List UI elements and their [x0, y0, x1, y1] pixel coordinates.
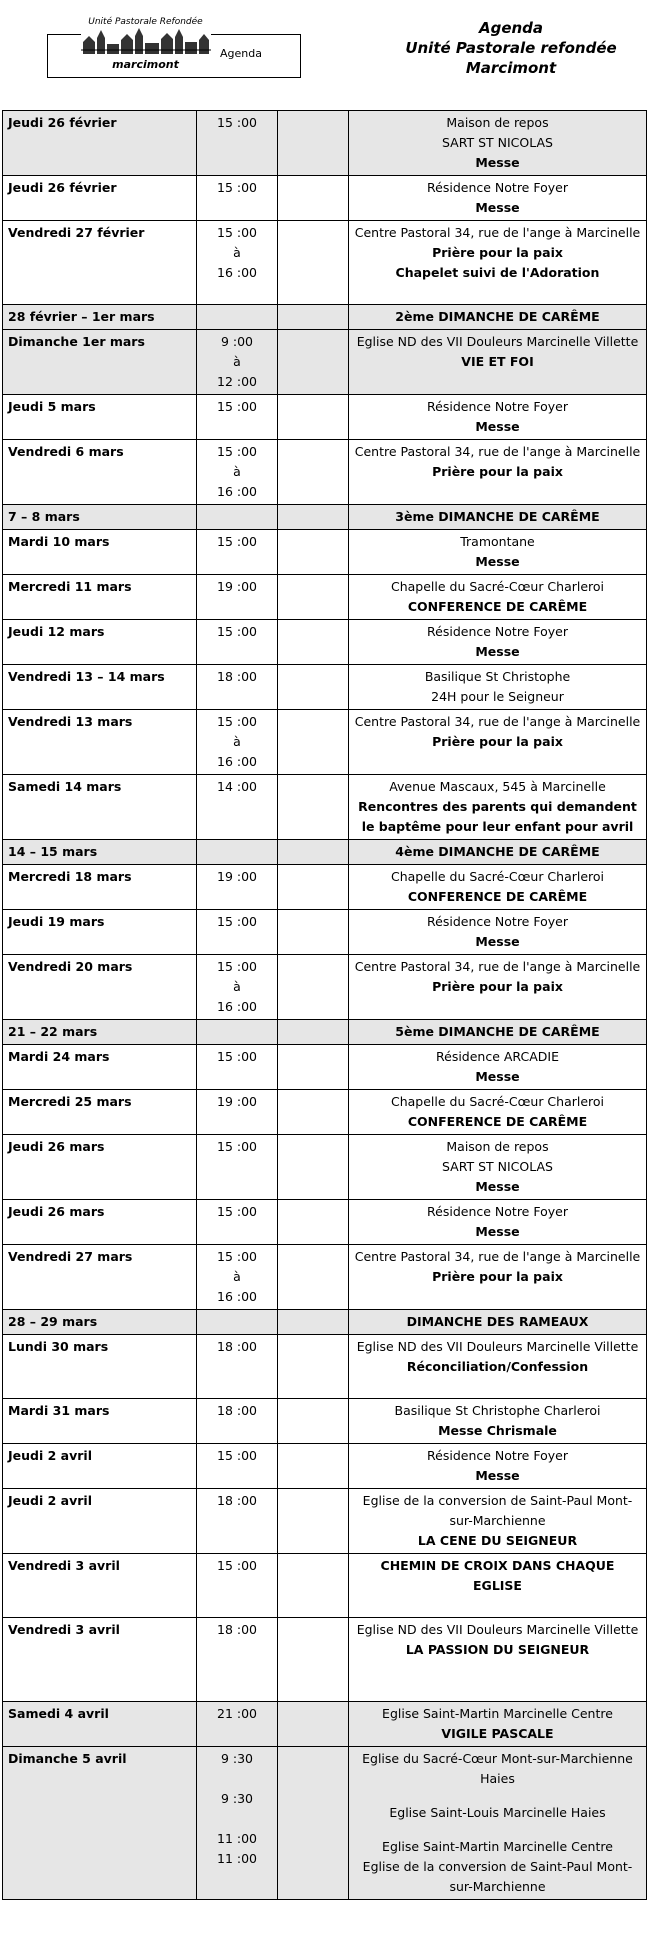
desc-line: Chapelet suivi de l'Adoration [395, 265, 600, 280]
table-row [3, 305, 647, 330]
empty-cell [278, 1618, 349, 1702]
time-line: 19 :00 [217, 1094, 257, 1109]
event-description [349, 620, 647, 665]
event-time [197, 1135, 278, 1200]
event-description [349, 775, 647, 840]
empty-cell [278, 910, 349, 955]
time-line: 18 :00 [217, 1403, 257, 1418]
desc-line: Eglise ND des VII Douleurs Marcinelle Villette [356, 1622, 639, 1637]
event-date: Vendredi 3 avril [3, 1618, 197, 1702]
desc-line: Centre Pastoral 34, rue de l'ange à Marcinelle [354, 225, 641, 240]
event-description [349, 910, 647, 955]
desc-line: LA CENE DU SEIGNEUR [417, 1533, 578, 1548]
desc-line: CONFERENCE DE CARÊME [407, 1114, 588, 1129]
desc-line: VIE ET FOI [461, 354, 534, 369]
event-description [349, 1554, 647, 1618]
desc-line: Eglise de la conversion de Saint-Paul Mont-sur-Marchienne [362, 1859, 633, 1894]
time-line: à [233, 734, 241, 749]
event-time [197, 1200, 278, 1245]
empty-cell [278, 955, 349, 1020]
event-time [197, 1399, 278, 1444]
event-time [197, 1554, 278, 1618]
time-line: 19 :00 [217, 869, 257, 884]
desc-line: CHEMIN DE CROIX DANS CHAQUE EGLISE [380, 1558, 615, 1593]
desc-line: 24H pour le Seigneur [431, 689, 564, 704]
event-date: Mercredi 11 mars [3, 575, 197, 620]
event-description [349, 530, 647, 575]
desc-line: Centre Pastoral 34, rue de l'ange à Marcinelle [354, 1249, 641, 1264]
page-title [376, 18, 646, 78]
desc-line: Résidence Notre Foyer [427, 1448, 568, 1463]
desc-line: Messe [475, 644, 520, 659]
event-time [197, 440, 278, 505]
event-description [349, 305, 647, 330]
event-date: Samedi 14 mars [3, 775, 197, 840]
event-description [349, 1747, 647, 1900]
table-row [3, 1020, 647, 1045]
empty-cell [278, 1702, 349, 1747]
desc-line: 5ème DIMANCHE DE CARÊME [395, 1024, 600, 1039]
empty-cell [278, 505, 349, 530]
event-time [197, 1747, 278, 1900]
desc-line: Prière pour la paix [432, 734, 563, 749]
event-time [197, 1245, 278, 1310]
event-time [197, 1045, 278, 1090]
event-time [197, 620, 278, 665]
desc-line: Chapelle du Sacré-Cœur Charleroi [390, 579, 605, 594]
event-time [197, 530, 278, 575]
desc-line: SART ST NICOLAS [442, 1159, 553, 1174]
agenda-table [2, 110, 647, 1900]
empty-cell [278, 1399, 349, 1444]
time-line: 15 :00 [217, 225, 257, 240]
event-description [349, 1090, 647, 1135]
empty-cell [278, 1310, 349, 1335]
event-description [349, 1045, 647, 1090]
desc-line: Rencontres des parents qui demandent le baptême pour leur enfant pour avril [358, 799, 637, 834]
event-date: 14 – 15 mars [3, 840, 197, 865]
event-description [349, 710, 647, 775]
desc-line: Résidence Notre Foyer [427, 1204, 568, 1219]
table-row [3, 1200, 647, 1245]
event-date: Vendredi 13 mars [3, 710, 197, 775]
table-row [3, 865, 647, 910]
desc-line: Tramontane [460, 534, 535, 549]
event-date: Jeudi 26 mars [3, 1135, 197, 1200]
desc-line: Eglise Saint-Martin Marcinelle Centre [382, 1706, 613, 1721]
desc-line: DIMANCHE DES RAMEAUX [406, 1314, 589, 1329]
table-row [3, 1045, 647, 1090]
logo-top-text: Unité Pastorale Refondée [88, 17, 203, 27]
table-row [3, 176, 647, 221]
event-time [197, 330, 278, 395]
empty-cell [278, 221, 349, 305]
logo [73, 15, 218, 77]
time-line: 16 :00 [217, 1289, 257, 1304]
event-time [197, 1090, 278, 1135]
empty-cell [278, 111, 349, 176]
event-description [349, 665, 647, 710]
desc-line: Chapelle du Sacré-Cœur Charleroi [390, 869, 605, 884]
desc-line: Eglise Saint-Martin Marcinelle Centre [382, 1839, 613, 1854]
empty-cell [278, 710, 349, 775]
desc-line: Eglise de la conversion de Saint-Paul Mont-sur-Marchienne [362, 1493, 633, 1528]
desc-line: Messe [475, 155, 520, 170]
event-description [349, 955, 647, 1020]
event-time [197, 1489, 278, 1554]
event-date: Mercredi 25 mars [3, 1090, 197, 1135]
event-date: Jeudi 2 avril [3, 1444, 197, 1489]
event-time [197, 1444, 278, 1489]
time-line: 19 :00 [217, 579, 257, 594]
event-description [349, 1310, 647, 1335]
time-line: à [233, 464, 241, 479]
event-time [197, 111, 278, 176]
empty-cell [278, 1444, 349, 1489]
page-header [0, 0, 650, 110]
event-time [197, 710, 278, 775]
event-time [197, 775, 278, 840]
desc-line: 3ème DIMANCHE DE CARÊME [395, 509, 600, 524]
event-date: Jeudi 26 février [3, 111, 197, 176]
event-time [197, 1335, 278, 1399]
event-description [349, 111, 647, 176]
table-row [3, 775, 647, 840]
time-line: 18 :00 [217, 1493, 257, 1508]
time-line: 16 :00 [217, 265, 257, 280]
event-time [197, 305, 278, 330]
event-date: Mardi 10 mars [3, 530, 197, 575]
event-date: Vendredi 27 février [3, 221, 197, 305]
empty-cell [278, 865, 349, 910]
desc-line: Messe [475, 419, 520, 434]
time-line: 15 :00 [217, 1448, 257, 1463]
table-row [3, 111, 647, 176]
table-row [3, 1310, 647, 1335]
event-time [197, 505, 278, 530]
empty-cell [278, 775, 349, 840]
desc-line: Chapelle du Sacré-Cœur Charleroi [390, 1094, 605, 1109]
event-date: Dimanche 5 avril [3, 1747, 197, 1900]
table-row [3, 1444, 647, 1489]
table-row [3, 955, 647, 1020]
time-line: 15 :00 [217, 1204, 257, 1219]
time-line: 16 :00 [217, 754, 257, 769]
event-description [349, 1200, 647, 1245]
desc-line: Résidence ARCADIE [436, 1049, 559, 1064]
logo-bottom-text: marcimont [112, 58, 179, 71]
event-description [349, 1335, 647, 1399]
table-row [3, 1747, 647, 1900]
event-time [197, 395, 278, 440]
table-row [3, 575, 647, 620]
time-line: 15 :00 [217, 399, 257, 414]
logo-frame [47, 17, 301, 78]
agenda-label: Agenda [220, 47, 262, 60]
time-line: 15 :00 [217, 959, 257, 974]
event-description [349, 1020, 647, 1045]
desc-line: Centre Pastoral 34, rue de l'ange à Marcinelle [354, 444, 641, 459]
time-line: 18 :00 [217, 1622, 257, 1637]
event-date: Samedi 4 avril [3, 1702, 197, 1747]
title-line-2: Unité Pastorale refondée [405, 39, 617, 57]
desc-line: CONFERENCE DE CARÊME [407, 599, 588, 614]
event-time [197, 1020, 278, 1045]
event-date: Vendredi 13 – 14 mars [3, 665, 197, 710]
event-time [197, 1310, 278, 1335]
church-skyline-icon [81, 28, 211, 54]
desc-line: Messe [475, 554, 520, 569]
table-row [3, 710, 647, 775]
table-row [3, 1489, 647, 1554]
event-description [349, 575, 647, 620]
desc-line: SART ST NICOLAS [442, 135, 553, 150]
event-time [197, 865, 278, 910]
event-time [197, 910, 278, 955]
event-date: Jeudi 26 mars [3, 1200, 197, 1245]
time-line: 18 :00 [217, 1339, 257, 1354]
time-line: 16 :00 [217, 484, 257, 499]
time-line: 15 :00 [217, 534, 257, 549]
time-line: 21 :00 [217, 1706, 257, 1721]
event-date: Vendredi 20 mars [3, 955, 197, 1020]
time-line: 15 :00 [217, 115, 257, 130]
time-line: 16 :00 [217, 999, 257, 1014]
empty-cell [278, 840, 349, 865]
desc-line: 4ème DIMANCHE DE CARÊME [395, 844, 600, 859]
desc-line: Messe [475, 1468, 520, 1483]
event-description [349, 865, 647, 910]
time-line: à [233, 1269, 241, 1284]
time-line: 15 :00 [217, 914, 257, 929]
event-time [197, 176, 278, 221]
event-date: Jeudi 2 avril [3, 1489, 197, 1554]
time-line: 15 :00 [217, 1249, 257, 1264]
empty-cell [278, 530, 349, 575]
event-date: Lundi 30 mars [3, 1335, 197, 1399]
event-description [349, 395, 647, 440]
desc-line: Messe [475, 1224, 520, 1239]
event-date: Vendredi 27 mars [3, 1245, 197, 1310]
event-description [349, 176, 647, 221]
table-row [3, 665, 647, 710]
table-row [3, 910, 647, 955]
table-row [3, 440, 647, 505]
empty-cell [278, 1020, 349, 1045]
time-line: 15 :00 [217, 714, 257, 729]
empty-cell [278, 176, 349, 221]
time-line: 15 :00 [217, 180, 257, 195]
empty-cell [278, 665, 349, 710]
desc-line: Messe Chrismale [438, 1423, 557, 1438]
time-line: 15 :00 [217, 1139, 257, 1154]
desc-line: Réconciliation/Confession [406, 1359, 589, 1374]
event-description [349, 1444, 647, 1489]
event-date: Mercredi 18 mars [3, 865, 197, 910]
desc-line: Résidence Notre Foyer [427, 914, 568, 929]
desc-line: Prière pour la paix [432, 1269, 563, 1284]
event-date: Vendredi 6 mars [3, 440, 197, 505]
table-row [3, 1554, 647, 1618]
event-date: Jeudi 26 février [3, 176, 197, 221]
time-line: à [233, 354, 241, 369]
table-row [3, 1090, 647, 1135]
time-line: 9 :30 [220, 1791, 254, 1806]
time-line: 15 :00 [217, 444, 257, 459]
table-row [3, 221, 647, 305]
desc-line: Messe [475, 1069, 520, 1084]
desc-line: Messe [475, 934, 520, 949]
event-description [349, 1489, 647, 1554]
time-line: 15 :00 [217, 1049, 257, 1064]
table-row [3, 505, 647, 530]
event-description [349, 330, 647, 395]
event-time [197, 840, 278, 865]
desc-line: Prière pour la paix [432, 464, 563, 479]
desc-line: Avenue Mascaux, 545 à Marcinelle [389, 779, 606, 794]
empty-cell [278, 395, 349, 440]
event-date: Mardi 31 mars [3, 1399, 197, 1444]
desc-line: Eglise Saint-Louis Marcinelle Haies [389, 1805, 606, 1820]
desc-line: Prière pour la paix [432, 979, 563, 994]
event-description [349, 1618, 647, 1702]
table-row [3, 840, 647, 865]
event-description [349, 440, 647, 505]
event-description [349, 1245, 647, 1310]
desc-line: Résidence Notre Foyer [427, 624, 568, 639]
table-row [3, 1245, 647, 1310]
time-line: 11 :00 [217, 1831, 257, 1846]
desc-line: LA PASSION DU SEIGNEUR [405, 1642, 590, 1657]
desc-line: Eglise ND des VII Douleurs Marcinelle Villette [356, 1339, 639, 1354]
table-row [3, 620, 647, 665]
event-description [349, 1135, 647, 1200]
desc-line: Eglise ND des VII Douleurs Marcinelle Villette [356, 334, 639, 349]
empty-cell [278, 440, 349, 505]
empty-cell [278, 1489, 349, 1554]
desc-line: Basilique St Christophe Charleroi [394, 1403, 601, 1418]
event-time [197, 575, 278, 620]
table-row [3, 330, 647, 395]
event-date: 21 – 22 mars [3, 1020, 197, 1045]
desc-line: Centre Pastoral 34, rue de l'ange à Marcinelle [354, 959, 641, 974]
event-date: Jeudi 5 mars [3, 395, 197, 440]
title-line-3: Marcimont [465, 59, 557, 77]
time-line: 15 :00 [217, 624, 257, 639]
empty-cell [278, 1245, 349, 1310]
desc-line: Maison de repos [446, 1139, 549, 1154]
title-line-1: Agenda [478, 19, 544, 37]
time-line: 9 :00 [220, 334, 254, 349]
table-row [3, 530, 647, 575]
event-date: Dimanche 1er mars [3, 330, 197, 395]
desc-line: Maison de repos [446, 115, 549, 130]
desc-line: Centre Pastoral 34, rue de l'ange à Marcinelle [354, 714, 641, 729]
desc-line: Prière pour la paix [432, 245, 563, 260]
desc-line: 2ème DIMANCHE DE CARÊME [395, 309, 600, 324]
time-line: 9 :30 [220, 1751, 254, 1766]
time-line: 12 :00 [217, 374, 257, 389]
empty-cell [278, 1554, 349, 1618]
event-description [349, 221, 647, 305]
table-row [3, 1399, 647, 1444]
event-date: 28 – 29 mars [3, 1310, 197, 1335]
event-date: Mardi 24 mars [3, 1045, 197, 1090]
desc-line: CONFERENCE DE CARÊME [407, 889, 588, 904]
desc-line: Messe [475, 200, 520, 215]
time-line: 11 :00 [217, 1851, 257, 1866]
table-row [3, 1135, 647, 1200]
desc-line: VIGILE PASCALE [441, 1726, 554, 1741]
desc-line: Résidence Notre Foyer [427, 180, 568, 195]
empty-cell [278, 330, 349, 395]
event-date: Jeudi 19 mars [3, 910, 197, 955]
event-date: Jeudi 12 mars [3, 620, 197, 665]
desc-line: Messe [475, 1179, 520, 1194]
empty-cell [278, 1045, 349, 1090]
event-description [349, 505, 647, 530]
table-row [3, 1618, 647, 1702]
empty-cell [278, 1135, 349, 1200]
event-description [349, 1702, 647, 1747]
event-description [349, 840, 647, 865]
empty-cell [278, 620, 349, 665]
desc-line: Résidence Notre Foyer [427, 399, 568, 414]
empty-cell [278, 1200, 349, 1245]
event-date: 28 février – 1er mars [3, 305, 197, 330]
time-line: à [233, 979, 241, 994]
time-line: 18 :00 [217, 669, 257, 684]
empty-cell [278, 575, 349, 620]
table-row [3, 395, 647, 440]
time-line: à [233, 245, 241, 260]
table-row [3, 1702, 647, 1747]
event-date: 7 – 8 mars [3, 505, 197, 530]
event-time [197, 1618, 278, 1702]
empty-cell [278, 1090, 349, 1135]
time-line: 14 :00 [217, 779, 257, 794]
event-time [197, 665, 278, 710]
empty-cell [278, 1747, 349, 1900]
desc-line: Eglise du Sacré-Cœur Mont-sur-Marchienne Haies [362, 1751, 633, 1786]
desc-line: Basilique St Christophe [424, 669, 571, 684]
event-time [197, 955, 278, 1020]
time-line: 15 :00 [217, 1558, 257, 1573]
empty-cell [278, 1335, 349, 1399]
table-row [3, 1335, 647, 1399]
event-time [197, 1702, 278, 1747]
empty-cell [278, 305, 349, 330]
event-date: Vendredi 3 avril [3, 1554, 197, 1618]
event-time [197, 221, 278, 305]
event-description [349, 1399, 647, 1444]
